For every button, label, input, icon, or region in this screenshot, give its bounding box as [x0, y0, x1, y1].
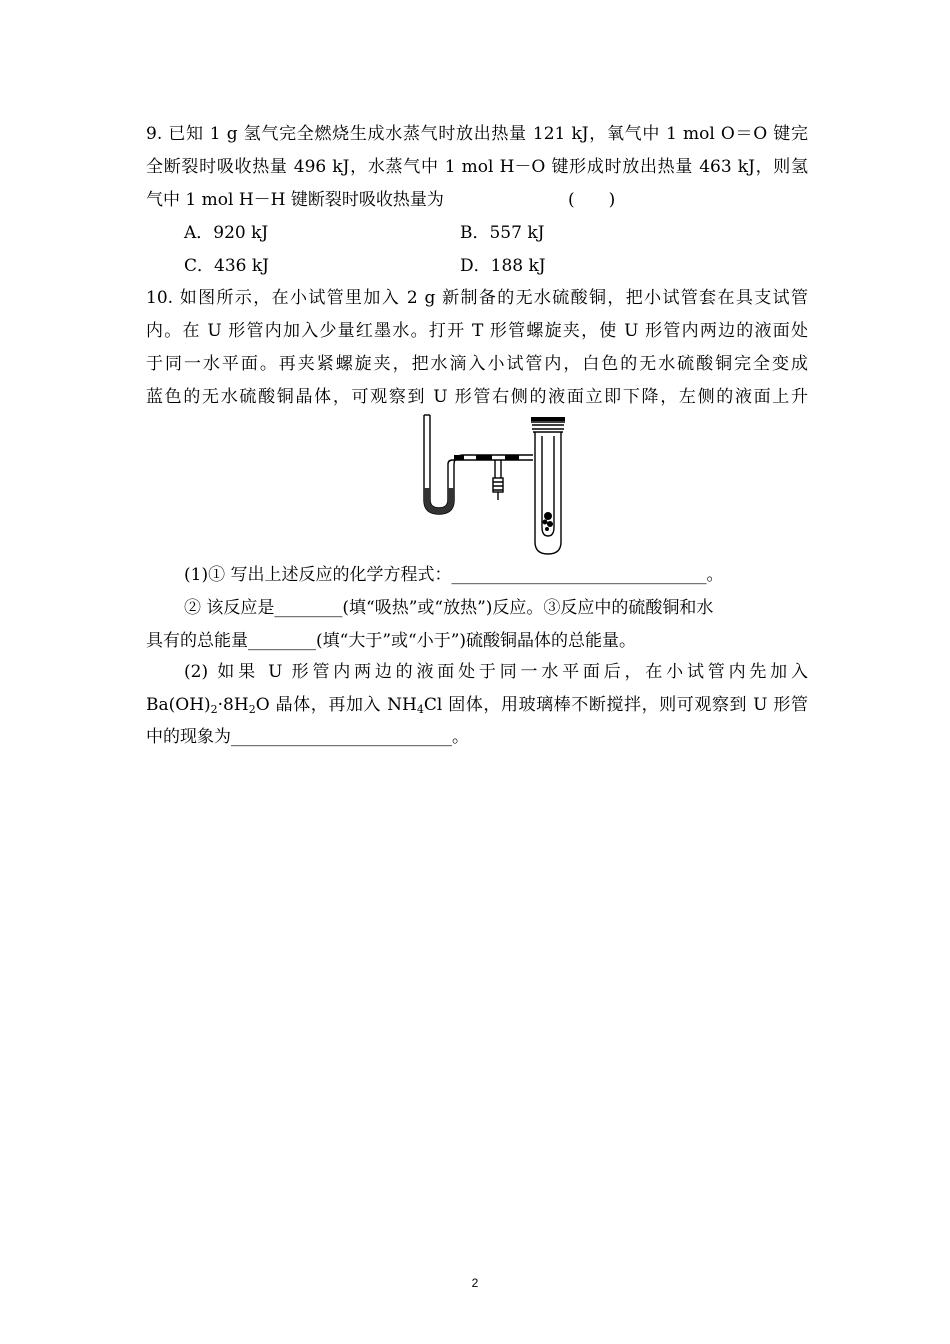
subscript: 2: [210, 703, 218, 716]
q10-part2-line-2: [146, 693, 808, 717]
page-number: 2: [471, 1276, 479, 1290]
q9-option-b: B．557 kJ: [460, 223, 545, 243]
q10-stem-line-4: 蓝色的无水硫酸铜晶体，可观察到 U 形管右侧的液面立即下降，左侧的液面上升: [146, 387, 808, 407]
q9-stem-line-3: 气中 1 mol H－H 键断裂时吸收热量为: [146, 190, 444, 210]
q10-part2-line-1: (2) 如果 U 形管内两边的液面处于同一水平面后，在小试管内先加入: [184, 662, 808, 682]
q10-stem-line-1: 10. 如图所示，在小试管里加入 2 g 新制备的无水硫酸铜，把小试管套在具支试管: [146, 288, 808, 308]
copper-sulfate-crystals: [543, 512, 554, 531]
red-ink: [424, 488, 454, 514]
t-tube-stem: [495, 460, 501, 478]
u-tube-inner: [430, 415, 533, 508]
q10-part2-line-3: 中的现象为__________________________。: [146, 727, 469, 747]
subscript: 4: [416, 703, 424, 716]
subscript: 2: [248, 703, 256, 716]
q9-answer-bracket: ( ): [568, 190, 616, 210]
q9-option-c: C．436 kJ: [184, 256, 269, 276]
formula-8h: ·8H: [217, 695, 249, 715]
q10-part1-line-2: ② 该反应是________(填“吸热”或“放热”)反应。③反应中的硫酸铜和水: [184, 598, 714, 618]
formula-ba-oh: Ba(OH): [146, 695, 211, 715]
rubber-stopper: [531, 417, 565, 421]
q10-stem-line-2: 内。在 U 形管内加入少量红墨水。打开 T 形管螺旋夹，使 U 形管内两边的液面处: [146, 321, 808, 341]
q10-part1-line-3: 具有的总能量________(填“大于”或“小于”)硫酸铜晶体的总能量。: [146, 631, 637, 651]
q9-stem-line-2: 全断裂时吸收热量 496 kJ，水蒸气中 1 mol H－O 键形成时放出热量 463 kJ，则氢: [146, 157, 808, 177]
formula-nh: O 晶体，再加入 NH: [255, 695, 417, 715]
apparatus-figure: [413, 412, 581, 557]
u-tube-outer: [424, 415, 533, 514]
q9-stem-line-1: 9. 已知 1 g 氢气完全燃烧生成水蒸气时放出热量 121 kJ，氧气中 1 mol O＝O 键完: [146, 124, 808, 144]
formula-cl-text: Cl 固体，用玻璃棒不断搅拌，则可观察到 U 形管: [423, 695, 809, 715]
q9-option-a: A．920 kJ: [184, 223, 269, 243]
q10-part1-line-1: (1)① 写出上述反应的化学方程式：______________________________。: [184, 565, 724, 585]
q10-stem-line-3: 于同一水平面。再夹紧螺旋夹，把水滴入小试管内，白色的无水硫酸铜完全变成: [146, 354, 808, 374]
q9-option-d: D．188 kJ: [460, 256, 546, 276]
